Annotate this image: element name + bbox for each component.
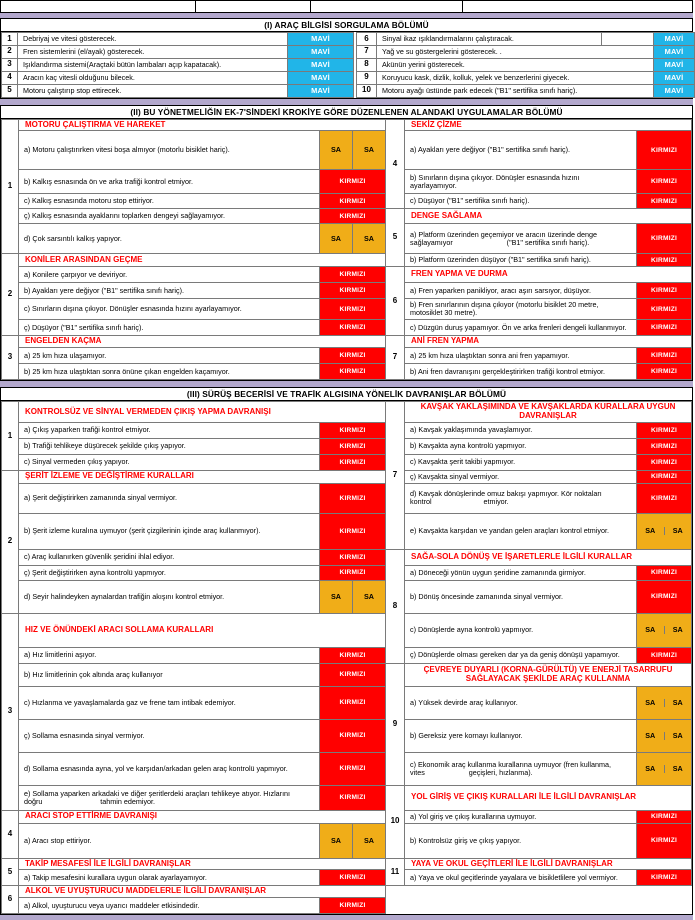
item-text: a) Yol giriş ve çıkış kurallarına uymuyor. — [405, 810, 637, 823]
item-text: c) Araç kullanırken güvenlik şeridini ihlal ediyor. — [19, 549, 320, 565]
item-text: Koruyucu kask, dizlik, kolluk, yelek ve benzerlerini giyecek. — [377, 71, 654, 84]
mark-kirmizi[interactable]: KIRMIZI — [320, 283, 386, 299]
mark-kirmizi[interactable]: KIRMIZI — [637, 483, 692, 513]
group-number: 4 — [2, 810, 19, 858]
section-1 — [0, 18, 693, 99]
item-text: Yağ ve su göstergelerini gösterecek. . — [377, 45, 654, 58]
mark-kirmizi[interactable]: KIRMIZI — [320, 870, 386, 886]
item-text: b) Şerit izleme kuralına uymuyor (şerit çizgilerinin içinde araç kullanmıyor). — [19, 513, 320, 549]
mark-kirmizi[interactable]: KIRMIZI — [637, 131, 692, 170]
row-number: 4 — [2, 71, 18, 84]
mark-kirmizi[interactable]: KIRMIZI — [637, 438, 692, 454]
item-text: a) Hız limitlerini aşıyor. — [19, 647, 320, 663]
item-text: Sinyal ikaz ışıklandırmalarını çalıştıracak. — [377, 33, 602, 46]
group-number: 7 — [386, 336, 405, 380]
group-number: 3 — [2, 613, 19, 810]
item-text: a) Motoru çalıştırırken vitesi boşa almıyor (motorlu bisiklet hariç). — [19, 131, 320, 170]
table-row — [2, 364, 692, 380]
mark-sa[interactable]: SA SA — [637, 719, 692, 752]
mark-mavi[interactable]: MAVİ — [654, 71, 695, 84]
item-text: c) Dönüşlerde ayna kontrolü yapmıyor. — [405, 613, 637, 647]
row-number: 7 — [357, 45, 377, 58]
mark-mavi[interactable]: MAVİ — [288, 84, 354, 97]
mark-mavi[interactable]: MAVİ — [654, 58, 695, 71]
item-text: a) 25 km hıza ulaşamıyor. — [19, 348, 320, 364]
item-text: a) Fren yaparken panikliyor, aracı aşırı sarsıyor, düşüyor. — [405, 283, 637, 299]
item-text: d) Sollama esnasında ayna, yol ve karşıdan/arkadan gelen araç kontrolü yapmıyor. — [19, 752, 320, 785]
item-text: ç) Düşüyor ("B1" sertifika sınıfı hariç). — [19, 320, 320, 336]
item-text: b) Gereksiz yere kornayı kullanıyor. — [405, 719, 637, 752]
mark-kirmizi[interactable]: KIRMIZI — [320, 483, 386, 513]
item-text: b) Kavşakta ayna kontrolü yapmıyor. — [405, 438, 637, 454]
item-text: c) Kalkış esnasında motoru stop ettiriyor. — [19, 194, 320, 209]
item-text: b) Ani fren davranışını gerçekleştirirken trafiği kontrol etmiyor. — [405, 364, 637, 380]
group-number: 8 — [386, 549, 405, 663]
group-number: 6 — [386, 267, 405, 336]
item-text: b) Dönüş öncesinde zamanında sinyal vermiyor. — [405, 580, 637, 613]
top-cell-4 — [462, 1, 692, 13]
top-cell-3 — [311, 1, 462, 13]
mark-sa[interactable]: SA — [320, 224, 353, 254]
section-3-table — [1, 401, 692, 914]
group-number: 11 — [386, 858, 405, 886]
table-row — [2, 422, 692, 438]
mark-mavi[interactable]: MAVİ — [654, 33, 695, 46]
section-2-table — [1, 119, 692, 381]
group-number: 4 — [386, 119, 405, 209]
table-row — [2, 719, 692, 752]
group-title: YAYA VE OKUL GEÇİTLERİ İLE İLGİLİ DAVRANIŞLAR — [405, 858, 692, 870]
mark-kirmizi[interactable]: KIRMIZI — [637, 224, 692, 254]
row-number: 2 — [2, 45, 18, 58]
item-text: b) Hız limitlerinin çok altında araç kullanıyor — [19, 663, 320, 686]
table-row — [2, 84, 695, 97]
item-text: e) Kavşakta karşıdan ve yandan gelen araçları kontrol etmiyor. — [405, 513, 637, 549]
item-text: ç) Kavşakta sinyal vermiyor. — [405, 470, 637, 483]
item-text: a) Alkol, uyuşturucu veya uyarıcı maddeler etkisindedir. — [19, 898, 320, 914]
mark-kirmizi[interactable]: KIRMIZI — [320, 209, 386, 224]
row-number: 8 — [357, 58, 377, 71]
group-title: ÇEVREYE DUYARLI (KORNA-GÜRÜLTÜ) VE ENERJİ TASARRUFU SAĞLAYACAK ŞEKİLDE ARAÇ KULLANMA — [405, 663, 692, 686]
item-text: a) Platform üzerinden geçemiyor ve aracın üzerinde denge sağlayamıyor ("B1" sertifika sınıfı hariç). — [405, 224, 637, 254]
table-row — [2, 613, 692, 647]
table-row — [2, 483, 692, 513]
item-text: a) Yaya ve okul geçitlerinde yayalara ve bisikletlilere yol vermiyor. — [405, 870, 637, 886]
table-row — [2, 823, 692, 858]
table-row — [2, 194, 692, 209]
item-text: Motoru çalıştırıp stop ettirecek. — [18, 84, 288, 97]
mark-sa[interactable]: SA — [320, 131, 353, 170]
item-text: b) 25 km hıza ulaştıktan sonra önüne çıkan engelden kaçamıyor. — [19, 364, 320, 380]
section-2 — [0, 105, 693, 382]
row-number: 5 — [2, 84, 18, 97]
item-text: Fren sistemlerini (el/ayak) gösterecek. — [18, 45, 288, 58]
item-text: ç) Şerit değiştirirken ayna kontrolü yapmıyor. — [19, 565, 320, 580]
mark-kirmizi[interactable]: KIRMIZI — [637, 580, 692, 613]
group-number: 5 — [386, 209, 405, 267]
group-number: 1 — [2, 402, 19, 471]
mark-sa[interactable]: SA — [353, 823, 386, 858]
item-text: b) Sınırların dışına çıkıyor. Dönüşler esnasında hızını ayarlayamıyor. — [405, 170, 637, 194]
group-title: KAVŞAK YAKLAŞIMINDA VE KAVŞAKLARDA KURALLARA UYGUN DAVRANIŞLAR — [405, 402, 692, 423]
mark-kirmizi[interactable]: KIRMIZI — [320, 719, 386, 752]
mark-kirmizi[interactable]: KIRMIZI — [637, 647, 692, 663]
mark-sa[interactable]: SA — [353, 580, 386, 613]
item-text: Aracın kaç vitesli olduğunu bilecek. — [18, 71, 288, 84]
top-partial-row — [0, 0, 693, 13]
mark-kirmizi[interactable]: KIRMIZI — [637, 422, 692, 438]
row-number: 6 — [357, 33, 377, 46]
table-row — [2, 454, 692, 470]
item-text: a) Döneceği yönün uygun şeridine zamanında girmiyor. — [405, 565, 637, 580]
mark-sa[interactable]: SA SA — [637, 613, 692, 647]
mark-kirmizi[interactable]: KIRMIZI — [320, 647, 386, 663]
group-number: 9 — [386, 663, 405, 785]
item-text: d) Çok sarsıntılı kalkış yapıyor. — [19, 224, 320, 254]
group-title: ALKOL VE UYUŞTURUCU MADDELERLE İLGİLİ DAVRANIŞLAR — [19, 886, 386, 898]
item-text: ç) Dönüşlerde olması gereken dar ya da geniş dönüşü yapamıyor. — [405, 647, 637, 663]
mark-mavi[interactable]: MAVİ — [288, 71, 354, 84]
mark-kirmizi[interactable]: KIRMIZI — [320, 752, 386, 785]
group-title: ENGELDEN KAÇMA — [19, 336, 386, 348]
table-row — [2, 224, 692, 254]
top-cell-1 — [1, 1, 196, 13]
table-row — [2, 898, 692, 914]
mark-kirmizi[interactable]: KIRMIZI — [320, 299, 386, 320]
group-title: KONTROLSÜZ VE SİNYAL VERMEDEN ÇIKIŞ YAPMA DAVRANIŞI — [19, 402, 386, 423]
mark-kirmizi[interactable]: KIRMIZI — [320, 549, 386, 565]
mark-sa[interactable]: SA — [320, 580, 353, 613]
group-title: MOTORU ÇALIŞTIRMA VE HAREKET — [19, 119, 386, 131]
table-row — [2, 513, 692, 549]
mark-kirmizi[interactable]: KIRMIZI — [320, 267, 386, 283]
group-title: HIZ VE ÖNÜNDEKİ ARACI SOLLAMA KURALLARI — [19, 613, 386, 647]
group-number: 6 — [2, 886, 19, 914]
item-text: ç) Sollama esnasında sinyal vermiyor. — [19, 719, 320, 752]
item-text: a) Çıkış yaparken trafiği kontrol etmiyor. — [19, 422, 320, 438]
mark-kirmizi[interactable]: KIRMIZI — [320, 686, 386, 719]
mark-sa[interactable]: SA SA — [637, 513, 692, 549]
section-1-title: (I) ARAÇ BİLGİSİ SORGULAMA BÖLÜMÜ — [1, 19, 692, 32]
item-text: b) Trafiği tehlikeye düşürecek şekilde çıkış yapıyor. — [19, 438, 320, 454]
item-text: a) Konilere çarpıyor ve deviriyor. — [19, 267, 320, 283]
group-title: SAĞA-SOLA DÖNÜŞ VE İŞARETLERLE İLGİLİ KURALLAR — [405, 549, 692, 565]
table-row — [2, 283, 692, 299]
mark-kirmizi[interactable]: KIRMIZI — [320, 194, 386, 209]
mark-kirmizi[interactable]: KIRMIZI — [320, 663, 386, 686]
item-text: c) Sinyal vermeden çıkış yapıyor. — [19, 454, 320, 470]
item-text: a) Şerit değiştirirken zamanında sinyal vermiyor. — [19, 483, 320, 513]
table-row — [2, 71, 695, 84]
mark-kirmizi[interactable]: KIRMIZI — [637, 364, 692, 380]
group-number: 1 — [2, 119, 19, 254]
mark-sa[interactable]: SA SA — [637, 686, 692, 719]
mark-kirmizi[interactable]: KIRMIZI — [637, 870, 692, 886]
row-number: 10 — [357, 84, 377, 97]
table-row — [2, 549, 692, 565]
item-text: Debriyaj ve vitesi gösterecek. — [18, 33, 288, 46]
mark-kirmizi[interactable]: KIRMIZI — [320, 170, 386, 194]
mark-kirmizi[interactable]: KIRMIZI — [637, 283, 692, 299]
table-row — [2, 858, 692, 870]
table-row — [2, 647, 692, 663]
group-title: TAKİP MESAFESİ İLE İLGİLİ DAVRANIŞLAR — [19, 858, 386, 870]
group-number: 3 — [2, 336, 19, 380]
mark-kirmizi[interactable]: KIRMIZI — [637, 254, 692, 267]
table-row — [2, 785, 692, 810]
mark-kirmizi[interactable]: KIRMIZI — [320, 898, 386, 914]
top-cell-2 — [196, 1, 311, 13]
section-1-table — [1, 32, 695, 98]
mark-kirmizi[interactable]: KIRMIZI — [320, 513, 386, 549]
item-text: b) Ayakları yere değiyor ("B1" sertifika sınıfı hariç). — [19, 283, 320, 299]
group-title: KONİLER ARASINDAN GEÇME — [19, 254, 386, 267]
item-text: d) Seyir halindeyken aynalardan trafiğin akışını kontrol etmiyor. — [19, 580, 320, 613]
item-text: c) Ekonomik araç kullanma kurallarına uymuyor (fren kullanma, vites geçişleri, hızlanma). — [405, 752, 637, 785]
group-number: 5 — [2, 858, 19, 886]
table-row — [2, 45, 695, 58]
mark-kirmizi[interactable]: KIRMIZI — [637, 299, 692, 320]
row-number: 1 — [2, 33, 18, 46]
group-number: 10 — [386, 785, 405, 858]
mark-mavi[interactable]: MAVİ — [654, 84, 695, 97]
table-row — [2, 870, 692, 886]
table-row — [2, 58, 695, 71]
group-title: YOL GİRİŞ VE ÇIKIŞ KURALLARI İLE İLGİLİ DAVRANIŞLAR — [405, 785, 692, 810]
item-text: b) Kalkış esnasında ön ve arka trafiği kontrol etmiyor. — [19, 170, 320, 194]
item-text: a) Yüksek devirde araç kullanıyor. — [405, 686, 637, 719]
mark-kirmizi[interactable]: KIRMIZI — [637, 454, 692, 470]
group-title: ŞERİT İZLEME VE DEĞİŞTİRME KURALLARI — [19, 470, 386, 483]
table-row — [2, 470, 692, 483]
table-row — [2, 299, 692, 320]
table-row — [2, 119, 692, 131]
group-title: ANİ FREN YAPMA — [405, 336, 692, 348]
table-row — [2, 752, 692, 785]
bottom-band — [0, 915, 693, 920]
group-title: ARACI STOP ETTİRME DAVRANIŞI — [19, 810, 386, 823]
mark-kirmizi[interactable]: KIRMIZI — [320, 785, 386, 810]
mark-kirmizi[interactable]: KIRMIZI — [637, 170, 692, 194]
item-text: a) 25 km hıza ulaştıktan sonra ani fren yapamıyor. — [405, 348, 637, 364]
table-row — [2, 33, 695, 46]
item-text: a) Kavşak yaklaşımında yavaşlamıyor. — [405, 422, 637, 438]
empty-cell — [602, 33, 654, 46]
mark-kirmizi[interactable]: KIRMIZI — [637, 320, 692, 336]
item-text: a) Takip mesafesini kurallara uygun olarak ayarlayamıyor. — [19, 870, 320, 886]
mark-sa[interactable]: SA — [353, 224, 386, 254]
mark-kirmizi[interactable]: KIRMIZI — [637, 194, 692, 209]
item-text: a) Ayakları yere değiyor ("B1" sertifika sınıfı hariç). — [405, 131, 637, 170]
mark-kirmizi[interactable]: KIRMIZI — [637, 470, 692, 483]
item-text: Motoru ayağı üstünde park edecek ("B1" sertifika sınıfı hariç). — [377, 84, 654, 97]
item-text: c) Hızlanma ve yavaşlamalarda gaz ve frene tam intibak edemiyor. — [19, 686, 320, 719]
section-3 — [0, 387, 693, 915]
item-text: Işıklandırma sistemi(Araçtaki bütün lambaları açıp kapatacak). — [18, 58, 288, 71]
mark-kirmizi[interactable]: KIRMIZI — [320, 320, 386, 336]
mark-kirmizi[interactable]: KIRMIZI — [637, 348, 692, 364]
mark-kirmizi[interactable]: KIRMIZI — [637, 810, 692, 823]
section-3-title: (III) SÜRÜŞ BECERİSİ VE TRAFİK ALGISINA YÖNELİK DAVRANIŞLAR BÖLÜMÜ — [1, 388, 692, 401]
item-text: e) Sollama yaparken arkadaki ve diğer şeritlerdeki araçları tehlikeye atıyor. Hızlarını doğru tahmin edemiyor. — [19, 785, 320, 810]
item-text: c) Düşüyor ("B1" sertifika sınıfı hariç). — [405, 194, 637, 209]
mark-sa[interactable]: SA SA — [637, 752, 692, 785]
mark-mavi[interactable]: MAVİ — [288, 45, 354, 58]
table-row — [2, 267, 692, 283]
section-2-title: (II) BU YÖNETMELİĞİN EK-7'SİNDEKİ KROKİYE GÖRE DÜZENLENEN ALANDAKİ UYGULAMALAR BÖLÜMÜ — [1, 106, 692, 119]
row-number: 3 — [2, 58, 18, 71]
mark-kirmizi[interactable]: KIRMIZI — [320, 348, 386, 364]
mark-sa[interactable]: SA — [320, 823, 353, 858]
table-row — [2, 348, 692, 364]
group-title: SEKİZ ÇİZME — [405, 119, 692, 131]
item-text: d) Kavşak dönüşlerinde omuz bakışı yapmıyor. Kör noktaları kontrol etmiyor. — [405, 483, 637, 513]
mark-kirmizi[interactable]: KIRMIZI — [320, 422, 386, 438]
mark-sa[interactable]: SA — [353, 131, 386, 170]
table-row — [2, 209, 692, 224]
group-number: 2 — [2, 470, 19, 613]
table-row — [2, 663, 692, 686]
item-text: Akünün yerini gösterecek. — [377, 58, 654, 71]
table-row — [2, 131, 692, 170]
table-row — [2, 336, 692, 348]
group-number: 2 — [2, 254, 19, 336]
table-row — [2, 170, 692, 194]
table-row — [2, 686, 692, 719]
item-text: c) Kavşakta şerit takibi yapmıyor. — [405, 454, 637, 470]
mark-kirmizi[interactable]: KIRMIZI — [320, 438, 386, 454]
mark-kirmizi[interactable]: KIRMIZI — [637, 823, 692, 858]
table-row — [2, 438, 692, 454]
table-row — [2, 886, 692, 898]
table-row — [2, 810, 692, 823]
row-number: 9 — [357, 71, 377, 84]
mark-kirmizi[interactable]: KIRMIZI — [320, 565, 386, 580]
table-row — [2, 320, 692, 336]
table-row — [2, 402, 692, 423]
item-text: b) Fren sınırlarının dışına çıkıyor (motorlu bisiklet 20 metre, motosiklet 30 metre). — [405, 299, 637, 320]
item-text: c) Sınırların dışına çıkıyor. Dönüşler esnasında hızını ayarlayamıyor. — [19, 299, 320, 320]
mark-mavi[interactable]: MAVİ — [288, 58, 354, 71]
table-row — [2, 254, 692, 267]
item-text: c) Düzgün duruş yapamıyor. Ön ve arka frenleri dengeli kullanmıyor. — [405, 320, 637, 336]
group-title: FREN YAPMA VE DURMA — [405, 267, 692, 283]
item-text: a) Aracı stop ettiriyor. — [19, 823, 320, 858]
mark-mavi[interactable]: MAVİ — [288, 33, 354, 46]
item-text: ç) Kalkış esnasında ayaklarını toplarken dengeyi sağlayamıyor. — [19, 209, 320, 224]
mark-mavi[interactable]: MAVİ — [654, 45, 695, 58]
table-row — [2, 580, 692, 613]
mark-kirmizi[interactable]: KIRMIZI — [320, 364, 386, 380]
item-text: b) Kontrolsüz giriş ve çıkış yapıyor. — [405, 823, 637, 858]
mark-kirmizi[interactable]: KIRMIZI — [637, 565, 692, 580]
group-number: 7 — [386, 402, 405, 550]
table-row — [2, 565, 692, 580]
item-text: b) Platform üzerinden düşüyor ("B1" sertifika sınıfı hariç). — [405, 254, 637, 267]
group-title: DENGE SAĞLAMA — [405, 209, 692, 224]
mark-kirmizi[interactable]: KIRMIZI — [320, 454, 386, 470]
